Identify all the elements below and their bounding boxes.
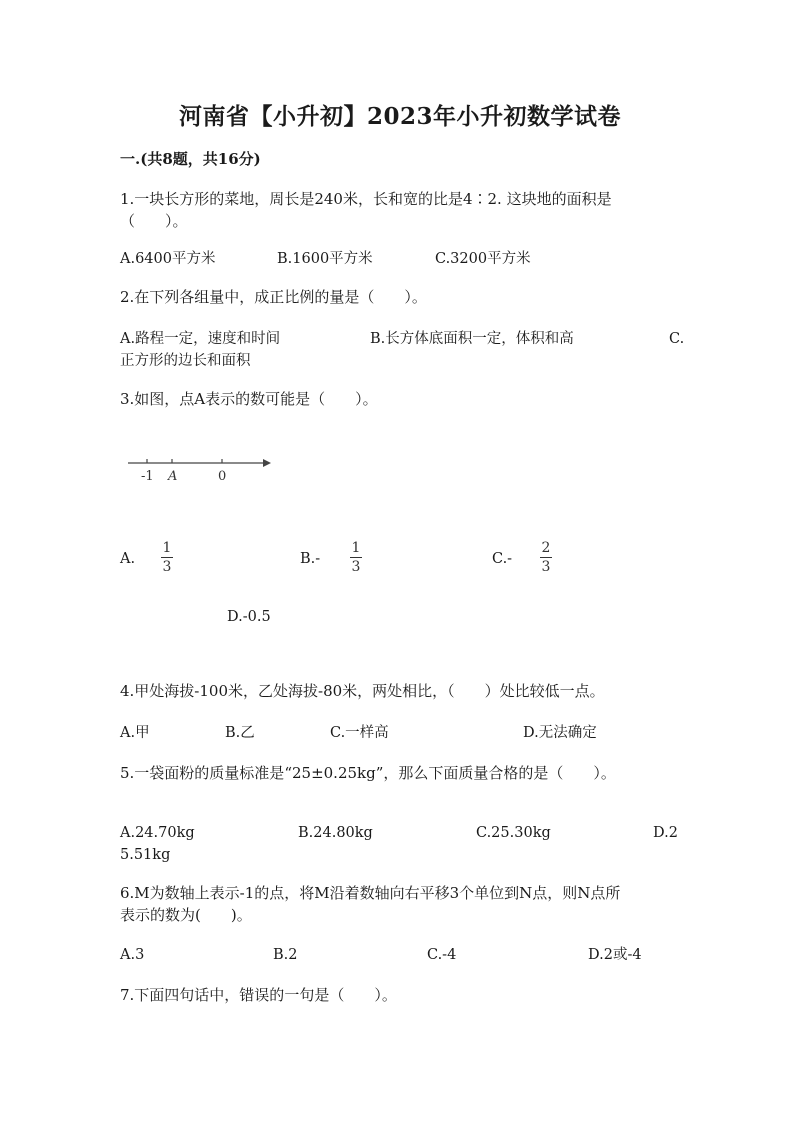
question-1-option-b: B.1600平方米 [277, 251, 373, 267]
question-2-option-a: A.路程一定，速度和时间 [120, 331, 281, 347]
question-4-option-c: C.一样高 [330, 725, 389, 741]
question-1-text-line1: 1.一块长方形的菜地，周长是240米，长和宽的比是4∶2. 这块地的面积是 [120, 190, 612, 208]
question-6-text-line1: 6.M为数轴上表示-1的点，将M沿着数轴向右平移3个单位到N点，则N点所 [120, 884, 621, 902]
question-2-option-c: C. [669, 331, 685, 347]
fraction-denominator: 3 [162, 559, 172, 575]
question-3-option-a-fraction [161, 540, 173, 575]
question-3-option-b-fraction [350, 540, 362, 575]
question-6-option-b: B.2 [273, 947, 298, 963]
question-5-option-a: A.24.70kg [120, 825, 195, 841]
question-3-text: 3.如图，点A表示的数可能是（ ）。 [120, 390, 378, 408]
question-5-text: 5.一袋面粉的质量标准是“25±0.25kg”，那么下面质量合格的是（ ）。 [120, 764, 616, 782]
question-1-option-c: C.3200平方米 [435, 251, 531, 267]
question-4-option-a: A.甲 [120, 725, 150, 741]
question-4-option-b: B.乙 [225, 725, 255, 741]
question-1-text-line2: （ ）。 [120, 212, 188, 230]
question-3-option-a-prefix: A. [120, 551, 136, 567]
number-line-figure [125, 450, 275, 484]
question-5-option-d-continued: 5.51kg [120, 847, 171, 863]
number-line-arrow [263, 459, 271, 467]
question-3-option-d: D.-0.5 [227, 609, 271, 625]
page-title: 河南省【小升初】2023年小升初数学试卷 [178, 103, 621, 130]
question-5-option-c: C.25.30kg [476, 825, 551, 841]
question-6-option-d: D.2或-4 [588, 947, 642, 963]
question-3-option-c-prefix: C.- [492, 551, 513, 567]
fraction-denominator: 3 [541, 559, 551, 575]
label-minus-one: -1 [141, 469, 154, 484]
question-3-option-c-fraction [540, 540, 552, 575]
question-2-option-c-continued: 正方形的边长和面积 [120, 353, 251, 369]
question-5-option-d: D.2 [653, 825, 678, 841]
fraction-denominator: 3 [351, 559, 361, 575]
label-zero: 0 [218, 469, 227, 484]
question-6-option-a: A.3 [120, 947, 145, 963]
section-heading: 一.(共8题，共16分) [120, 150, 261, 168]
fraction-numerator: 2 [541, 540, 551, 556]
question-2-text: 2.在下列各组量中，成正比例的量是（ ）。 [120, 288, 427, 306]
fraction-bar [350, 557, 362, 558]
question-6-text-line2: 表示的数为( )。 [120, 906, 252, 924]
question-5-option-b: B.24.80kg [298, 825, 373, 841]
question-1-option-a: A.6400平方米 [120, 251, 216, 267]
fraction-bar [540, 557, 552, 558]
question-4-text: 4.甲处海拔-100米，乙处海拔-80米，两处相比，（ ）处比较低一点。 [120, 682, 605, 700]
label-point-a: A [168, 469, 178, 484]
question-3-option-b-prefix: B.- [300, 551, 321, 567]
question-2-option-b: B.长方体底面积一定，体积和高 [370, 331, 574, 347]
question-7-text: 7.下面四句话中，错误的一句是（ ）。 [120, 986, 397, 1004]
question-4-option-d: D.无法确定 [523, 725, 597, 741]
fraction-numerator: 1 [162, 540, 172, 556]
fraction-numerator: 1 [351, 540, 361, 556]
question-6-option-c: C.-4 [427, 947, 457, 963]
fraction-bar [161, 557, 173, 558]
